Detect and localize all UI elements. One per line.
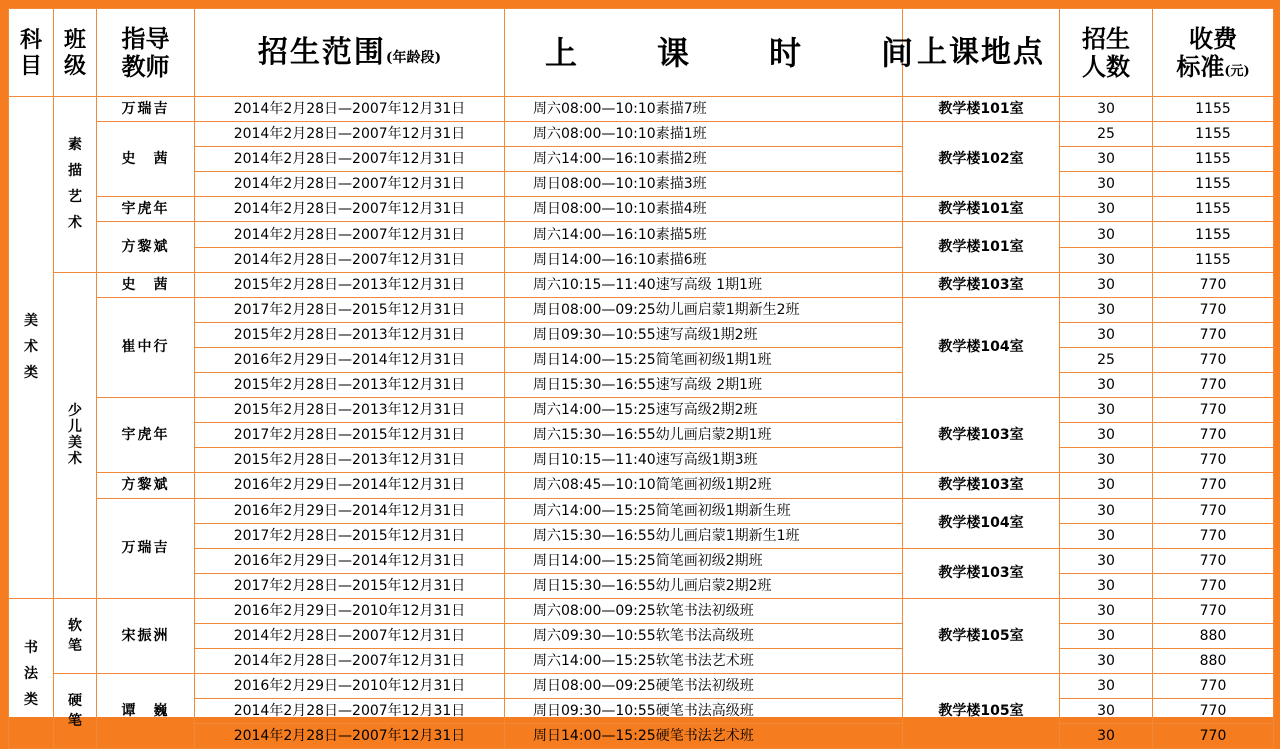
- class-time-cell: 周日08:00—10:10素描3班: [505, 172, 903, 197]
- fee-cell: 770: [1153, 498, 1274, 523]
- table-row: [9, 623, 1274, 648]
- fee-cell: 770: [1153, 373, 1274, 398]
- fee-cell: 770: [1153, 297, 1274, 322]
- age-range-cell: 2014年2月28日—2007年12月31日: [195, 97, 505, 122]
- fee-cell: 770: [1153, 573, 1274, 598]
- location-cell: 教学楼104室: [903, 498, 1060, 548]
- table-row: [9, 548, 1274, 573]
- enroll-count-cell: 30: [1060, 272, 1153, 297]
- class-time-cell: 周日08:00—09:25硬笔书法初级班: [505, 674, 903, 699]
- header-age-range: 招生范围(年龄段): [195, 9, 505, 97]
- location-cell: 教学楼103室: [903, 272, 1060, 297]
- age-range-cell: 2014年2月28日—2007年12月31日: [195, 197, 505, 222]
- enroll-count-cell: 30: [1060, 398, 1153, 423]
- location-cell: 教学楼101室: [903, 222, 1060, 272]
- teacher-cell: 谭 巍: [97, 674, 195, 749]
- age-range-cell: 2017年2月28日—2015年12月31日: [195, 523, 505, 548]
- subject-char: 书: [24, 639, 38, 656]
- class-time-cell: 周日09:30—10:55硬笔书法高级班: [505, 699, 903, 724]
- table-row: [9, 674, 1274, 699]
- fee-cell: 770: [1153, 724, 1274, 749]
- age-range-cell: 2015年2月28日—2013年12月31日: [195, 272, 505, 297]
- age-range-cell: 2014年2月28日—2007年12月31日: [195, 222, 505, 247]
- fee-cell: 770: [1153, 674, 1274, 699]
- fee-cell: 770: [1153, 322, 1274, 347]
- table-row: [9, 247, 1274, 272]
- age-range-cell: 2015年2月28日—2013年12月31日: [195, 322, 505, 347]
- table-row: [9, 724, 1274, 749]
- teacher-cell: 万瑞吉: [97, 97, 195, 122]
- class-time-cell: 周日14:00—15:25简笔画初级2期班: [505, 548, 903, 573]
- table-row: [9, 373, 1274, 398]
- fee-cell: 770: [1153, 548, 1274, 573]
- fee-cell: 770: [1153, 272, 1274, 297]
- enroll-count-cell: 30: [1060, 222, 1153, 247]
- class-time-cell: 周日10:15—11:40速写高级1期3班: [505, 448, 903, 473]
- class-time-cell: 周六14:00—15:25软笔书法艺术班: [505, 649, 903, 674]
- table-row: [9, 147, 1274, 172]
- class-label: [68, 138, 82, 230]
- subject-char: 类: [24, 691, 38, 708]
- table-row: [9, 473, 1274, 498]
- location-cell: 教学楼103室: [903, 398, 1060, 473]
- enroll-count-cell: 30: [1060, 573, 1153, 598]
- age-range-cell: 2014年2月28日—2007年12月31日: [195, 247, 505, 272]
- class-char: 笔: [68, 713, 82, 730]
- header-enroll: 招生 人数: [1060, 9, 1153, 97]
- class-label: [68, 404, 82, 466]
- class-time-cell: 周日08:00—09:25幼儿画启蒙1期新生2班: [505, 297, 903, 322]
- table-row: [9, 122, 1274, 147]
- course-schedule-table: [8, 8, 1274, 749]
- fee-cell: 770: [1153, 699, 1274, 724]
- fee-cell: 1155: [1153, 97, 1274, 122]
- age-range-cell: 2016年2月29日—2014年12月31日: [195, 498, 505, 523]
- class-cell-soft: [54, 598, 97, 673]
- class-time-cell: 周日08:00—10:10素描4班: [505, 197, 903, 222]
- class-char: 艺: [68, 189, 82, 206]
- subject-label: [24, 314, 38, 380]
- class-char: 儿: [68, 419, 82, 436]
- fee-cell: 880: [1153, 623, 1274, 648]
- table-row: [9, 322, 1274, 347]
- location-cell: 教学楼103室: [903, 473, 1060, 498]
- age-range-cell: 2014年2月28日—2007年12月31日: [195, 172, 505, 197]
- location-cell: 教学楼101室: [903, 97, 1060, 122]
- class-time-cell: 周六14:00—15:25速写高级2期2班: [505, 398, 903, 423]
- class-time-cell: 周六10:15—11:40速写高级 1期1班: [505, 272, 903, 297]
- class-time-cell: 周日14:00—15:25硬笔书法艺术班: [505, 724, 903, 749]
- fee-cell: 770: [1153, 473, 1274, 498]
- enroll-count-cell: 30: [1060, 699, 1153, 724]
- class-time-cell: 周六08:45—10:10简笔画初级1期2班: [505, 473, 903, 498]
- location-cell: 教学楼103室: [903, 548, 1060, 598]
- table-row: [9, 573, 1274, 598]
- class-time-cell: 周六14:00—15:25简笔画初级1期新生班: [505, 498, 903, 523]
- class-time-cell: 周日15:30—16:55速写高级 2期1班: [505, 373, 903, 398]
- age-range-cell: 2014年2月28日—2007年12月31日: [195, 724, 505, 749]
- table-row: [9, 699, 1274, 724]
- table-row: [9, 222, 1274, 247]
- header-class: 班 级: [54, 9, 97, 97]
- header-subject: 科 目: [9, 9, 54, 97]
- class-char: 少: [68, 403, 82, 420]
- enroll-count-cell: 30: [1060, 498, 1153, 523]
- subject-cell-art: [9, 97, 54, 599]
- class-char: 软: [68, 618, 82, 635]
- age-range-cell: 2014年2月28日—2007年12月31日: [195, 147, 505, 172]
- enroll-count-cell: 30: [1060, 548, 1153, 573]
- class-time-cell: 周六08:00—09:25软笔书法初级班: [505, 598, 903, 623]
- class-time-cell: 周六15:30—16:55幼儿画启蒙1期新生1班: [505, 523, 903, 548]
- table-row: [9, 297, 1274, 322]
- table-row: [9, 197, 1274, 222]
- table-row: [9, 649, 1274, 674]
- fee-cell: 770: [1153, 448, 1274, 473]
- class-char: 硬: [68, 693, 82, 710]
- teacher-cell: 万瑞吉: [97, 498, 195, 598]
- class-cell-sketch: [54, 97, 97, 273]
- class-time-cell: 周六15:30—16:55幼儿画启蒙2期1班: [505, 423, 903, 448]
- table-row: [9, 598, 1274, 623]
- header-time: 上 课 时 间: [505, 9, 903, 97]
- teacher-cell: 史 茜: [97, 122, 195, 197]
- class-time-cell: 周日15:30—16:55幼儿画启蒙2期2班: [505, 573, 903, 598]
- table-row: [9, 498, 1274, 523]
- subject-label: [24, 641, 38, 707]
- class-time-cell: 周六14:00—16:10素描5班: [505, 222, 903, 247]
- enroll-count-cell: 25: [1060, 122, 1153, 147]
- age-range-cell: 2017年2月28日—2015年12月31日: [195, 423, 505, 448]
- age-range-cell: 2016年2月29日—2014年12月31日: [195, 473, 505, 498]
- table-row: [9, 398, 1274, 423]
- enroll-count-cell: 30: [1060, 97, 1153, 122]
- enroll-count-cell: 30: [1060, 247, 1153, 272]
- class-char: 术: [68, 215, 82, 232]
- fee-cell: 1155: [1153, 247, 1274, 272]
- age-range-cell: 2016年2月29日—2014年12月31日: [195, 548, 505, 573]
- class-label: [68, 619, 82, 653]
- age-range-cell: 2015年2月28日—2013年12月31日: [195, 373, 505, 398]
- subject-char: 美: [24, 313, 38, 330]
- schedule-sheet: [8, 8, 1273, 745]
- table-row: [9, 523, 1274, 548]
- teacher-cell: 方黎斌: [97, 222, 195, 272]
- table-row: [9, 272, 1274, 297]
- teacher-cell: 宇虎年: [97, 398, 195, 473]
- location-cell: 教学楼101室: [903, 197, 1060, 222]
- teacher-cell: 崔中行: [97, 297, 195, 397]
- age-range-cell: 2015年2月28日—2013年12月31日: [195, 448, 505, 473]
- age-range-cell: 2014年2月28日—2007年12月31日: [195, 122, 505, 147]
- table-row: [9, 97, 1274, 122]
- enroll-count-cell: 30: [1060, 172, 1153, 197]
- age-range-cell: 2015年2月28日—2013年12月31日: [195, 398, 505, 423]
- fee-cell: 1155: [1153, 122, 1274, 147]
- enroll-count-cell: 30: [1060, 523, 1153, 548]
- class-cell-hard: [54, 674, 97, 749]
- header-row: [9, 9, 1274, 97]
- fee-cell: 880: [1153, 649, 1274, 674]
- fee-cell: 770: [1153, 398, 1274, 423]
- age-range-cell: 2016年2月29日—2010年12月31日: [195, 598, 505, 623]
- table-row: [9, 423, 1274, 448]
- enroll-count-cell: 30: [1060, 623, 1153, 648]
- class-char: 美: [68, 435, 82, 452]
- age-range-cell: 2014年2月28日—2007年12月31日: [195, 623, 505, 648]
- teacher-cell: 宋振洲: [97, 598, 195, 673]
- fee-cell: 1155: [1153, 197, 1274, 222]
- fee-cell: 770: [1153, 423, 1274, 448]
- enroll-count-cell: 30: [1060, 322, 1153, 347]
- class-time-cell: 周六09:30—10:55软笔书法高级班: [505, 623, 903, 648]
- enroll-count-cell: 30: [1060, 147, 1153, 172]
- location-cell: 教学楼104室: [903, 297, 1060, 397]
- fee-cell: 1155: [1153, 222, 1274, 247]
- teacher-cell: 宇虎年: [97, 197, 195, 222]
- class-time-cell: 周六08:00—10:10素描1班: [505, 122, 903, 147]
- subject-char: 类: [24, 365, 38, 382]
- fee-cell: 770: [1153, 347, 1274, 372]
- class-char: 笔: [68, 638, 82, 655]
- enroll-count-cell: 30: [1060, 473, 1153, 498]
- location-cell: 教学楼105室: [903, 674, 1060, 749]
- subject-char: 术: [24, 339, 38, 356]
- enroll-count-cell: 25: [1060, 347, 1153, 372]
- age-range-cell: 2017年2月28日—2015年12月31日: [195, 573, 505, 598]
- enroll-count-cell: 30: [1060, 448, 1153, 473]
- subject-char: 法: [24, 665, 38, 682]
- teacher-cell: 史 茜: [97, 272, 195, 297]
- age-range-cell: 2016年2月29日—2010年12月31日: [195, 674, 505, 699]
- age-range-cell: 2017年2月28日—2015年12月31日: [195, 297, 505, 322]
- fee-cell: 1155: [1153, 147, 1274, 172]
- fee-cell: 1155: [1153, 172, 1274, 197]
- enroll-count-cell: 30: [1060, 674, 1153, 699]
- class-time-cell: 周六14:00—16:10素描2班: [505, 147, 903, 172]
- table-row: [9, 172, 1274, 197]
- location-cell: 教学楼105室: [903, 598, 1060, 673]
- header-location: 上课地点: [903, 9, 1060, 97]
- class-char: 素: [68, 137, 82, 154]
- age-range-cell: 2014年2月28日—2007年12月31日: [195, 699, 505, 724]
- teacher-cell: 方黎斌: [97, 473, 195, 498]
- enroll-count-cell: 30: [1060, 197, 1153, 222]
- subject-cell-calligraphy: [9, 598, 54, 749]
- enroll-count-cell: 30: [1060, 373, 1153, 398]
- header-teacher: 指导 教师: [97, 9, 195, 97]
- class-time-cell: 周日14:00—15:25简笔画初级1期1班: [505, 347, 903, 372]
- table-row: [9, 448, 1274, 473]
- class-cell-kids: [54, 272, 97, 598]
- enroll-count-cell: 30: [1060, 649, 1153, 674]
- enroll-count-cell: 30: [1060, 423, 1153, 448]
- enroll-count-cell: 30: [1060, 598, 1153, 623]
- fee-cell: 770: [1153, 523, 1274, 548]
- class-label: [68, 694, 82, 728]
- class-time-cell: 周日14:00—16:10素描6班: [505, 247, 903, 272]
- table-row: [9, 347, 1274, 372]
- age-range-cell: 2016年2月29日—2014年12月31日: [195, 347, 505, 372]
- fee-cell: 770: [1153, 598, 1274, 623]
- location-cell: 教学楼102室: [903, 122, 1060, 197]
- age-range-cell: 2014年2月28日—2007年12月31日: [195, 649, 505, 674]
- header-fee: 收费 标准(元): [1153, 9, 1274, 97]
- class-char: 描: [68, 163, 82, 180]
- class-char: 术: [68, 451, 82, 468]
- enroll-count-cell: 30: [1060, 724, 1153, 749]
- enroll-count-cell: 30: [1060, 297, 1153, 322]
- class-time-cell: 周日09:30—10:55速写高级1期2班: [505, 322, 903, 347]
- class-time-cell: 周六08:00—10:10素描7班: [505, 97, 903, 122]
